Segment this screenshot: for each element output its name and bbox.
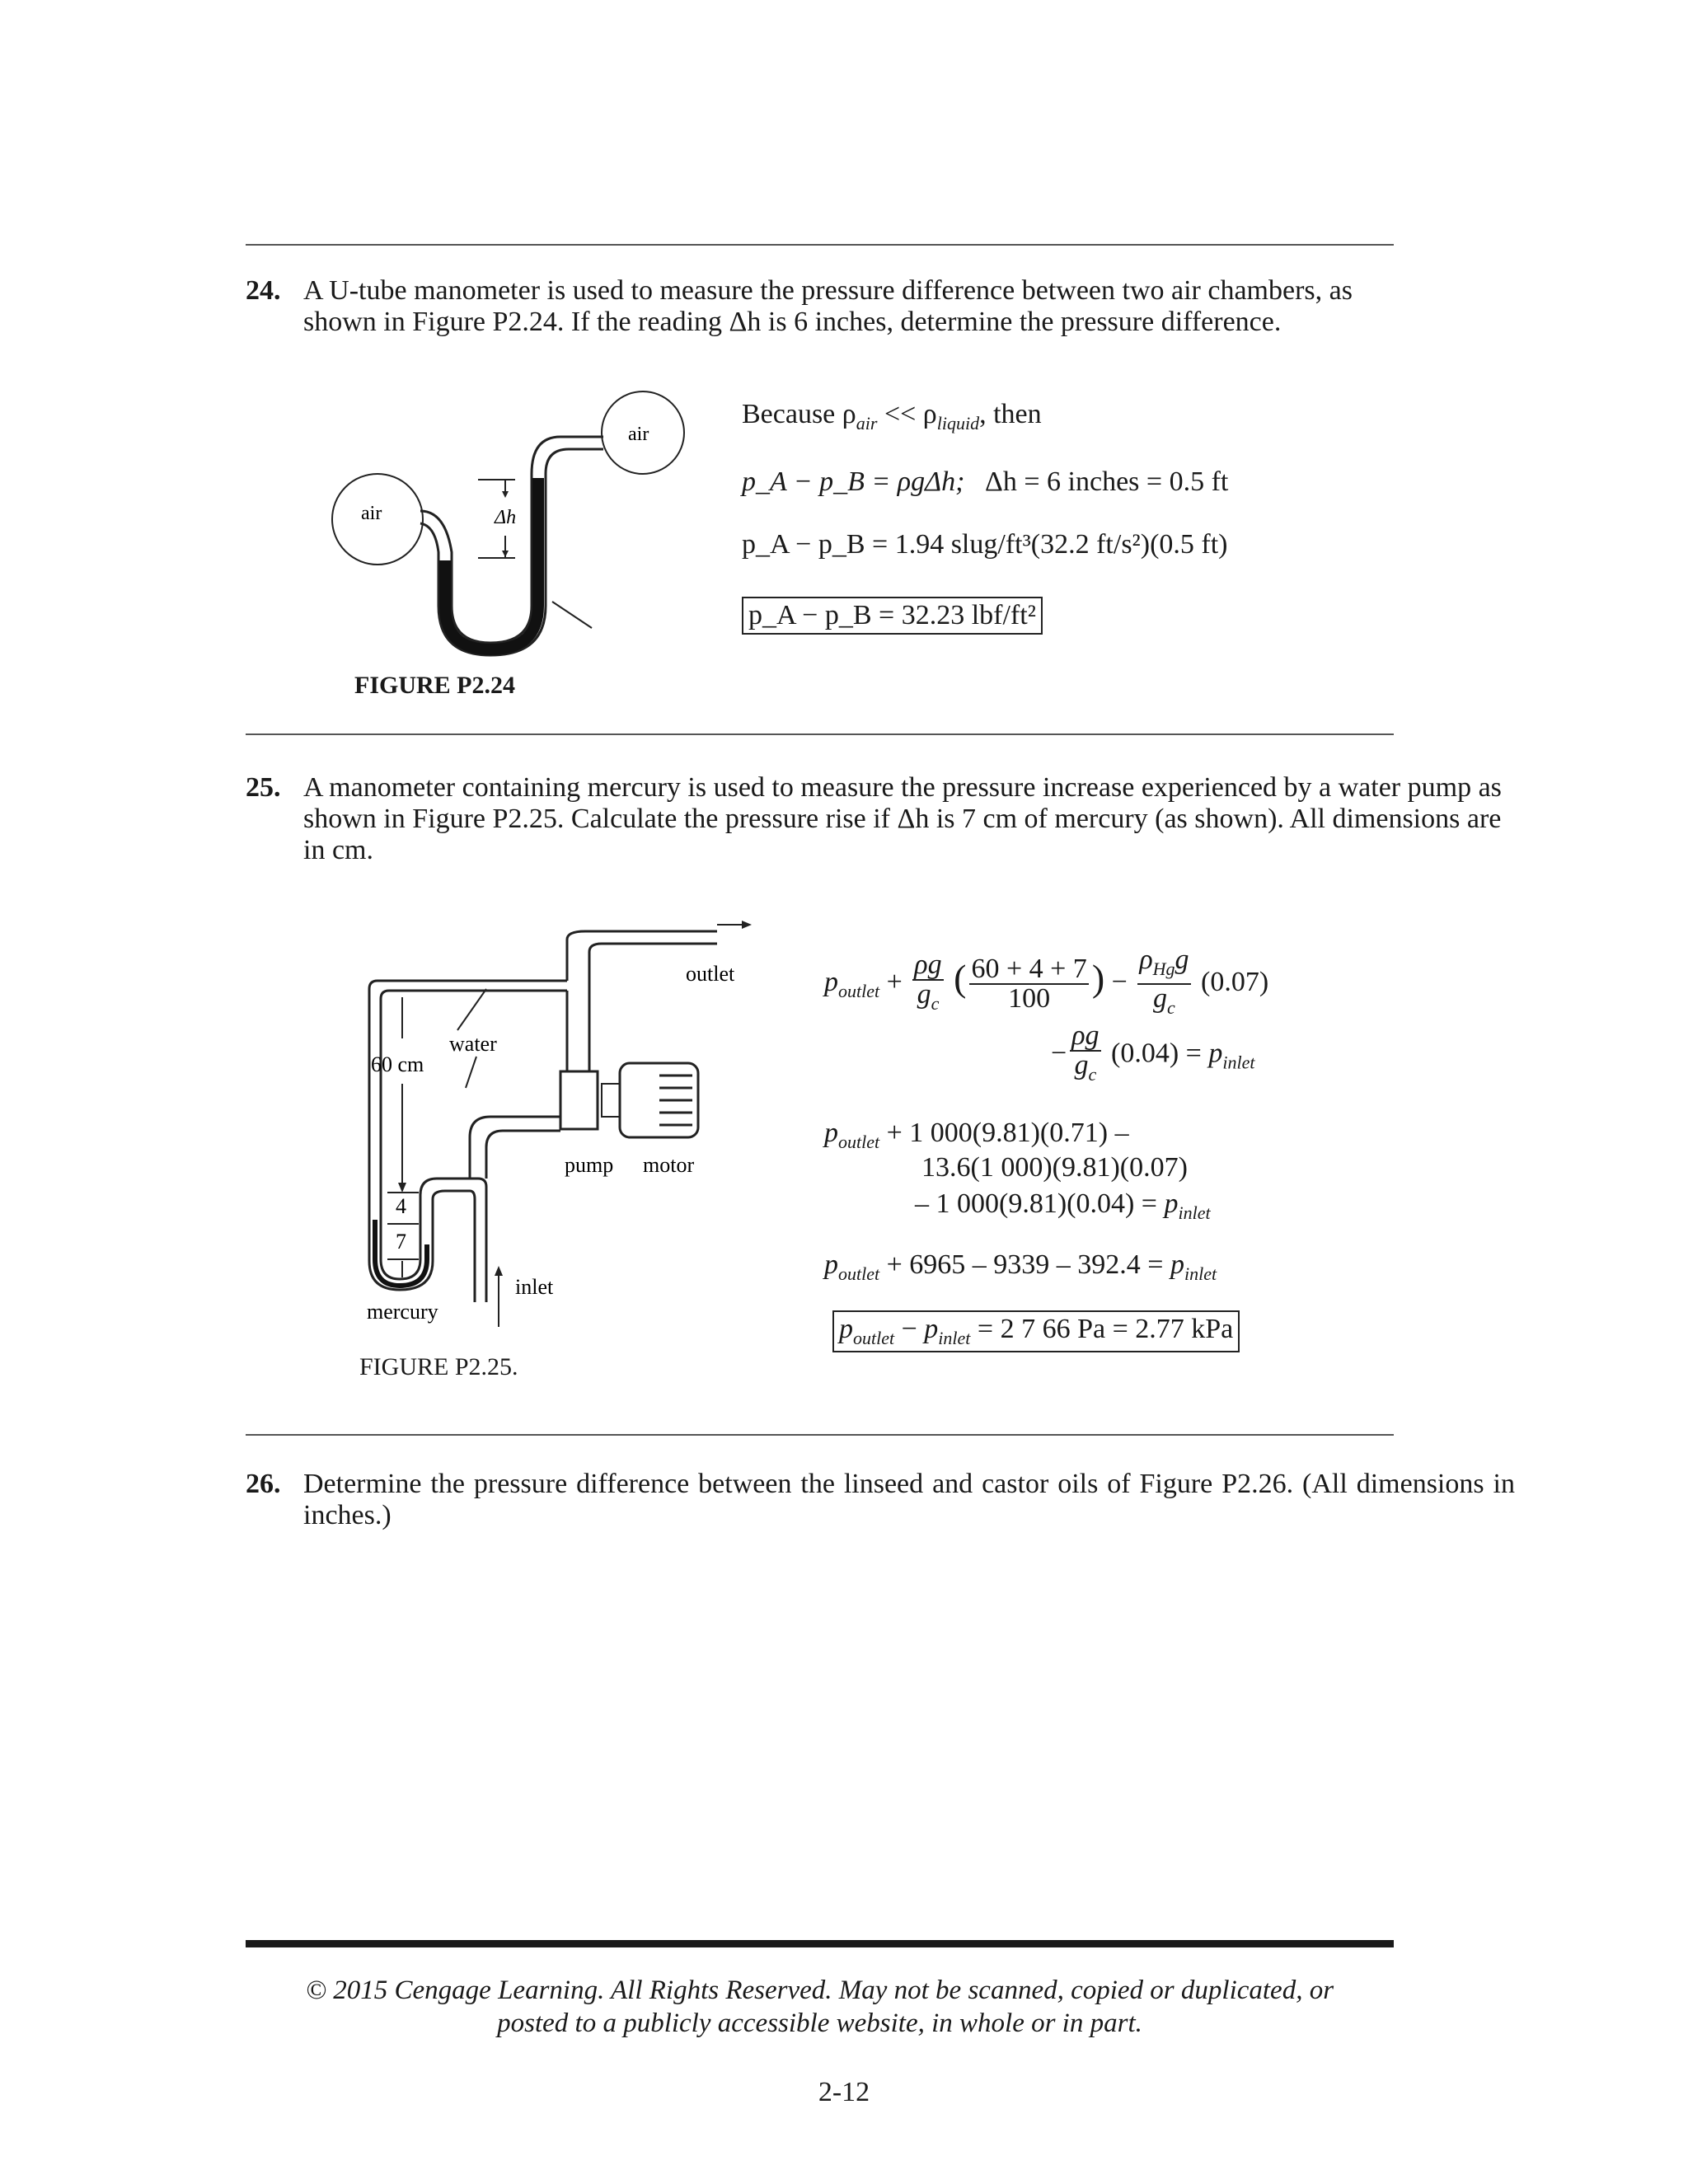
copyright-notice: © 2015 Cengage Learning. All Rights Reserved. May not be scanned, copied or duplicated, or posted to a publicly accessible website, in whole or in part. <box>305 1975 1334 2038</box>
solution-24-line1: Because $\rho_{air} << \rho_{liquid}$, then <box>742 399 1042 434</box>
solution-25-eq3a: $p_{outlet} + 1$ 000(9.81)(0.71) – <box>824 1118 1129 1152</box>
problem-number: 25. <box>246 772 281 803</box>
problem-text: Determine the pressure difference between the linseed and castor oils of Figure P2.26. (All dimensions in inches.) <box>303 1469 1515 1530</box>
solution-24-result: p_A − p_B = 32.23 lbf/ft² <box>742 597 1043 635</box>
mercury-label: mercury <box>367 1300 438 1324</box>
solution-24-line2-right: Δh = 6 inches = 0.5 ft <box>985 466 1229 497</box>
motor-label: motor <box>643 1153 695 1177</box>
solution-25-eq1: $p_{outlet}$ + $\frac{\rho g}{g_c}$ ( $\frac{60 + 4 + 7}{100}$ ) − $\frac{\rho_{Hg}g}{g_c}$ (0.07) <box>824 944 1269 1018</box>
figure-label-p2-24: FIGURE P2.24 <box>354 672 515 699</box>
solution-24-line3: p_A − p_B = 1.94 slug/ft³(32.2 ft/s²)(0.5 ft) <box>742 529 1228 560</box>
solution-25-eq2: − $\frac{\rho g}{g_c}$ $(0.04) = p_{inlet}$ <box>1051 1020 1255 1085</box>
dim-7-label: 7 <box>396 1230 406 1254</box>
air-right-label: air <box>628 424 649 445</box>
footer-divider <box>246 1940 1394 1947</box>
section-divider <box>246 733 1394 735</box>
solution-25-eq3c: – 1 $000(9.81)(0.04) = p_{inlet}$ <box>915 1188 1211 1223</box>
inlet-label: inlet <box>515 1275 554 1299</box>
problem-number: 24. <box>246 275 281 306</box>
page-number: 2-12 <box>818 2077 870 2107</box>
figure-p2-24 <box>330 387 709 659</box>
figure-label-p2-25: FIGURE P2.25. <box>359 1353 518 1380</box>
dim-60-label: 60 cm <box>371 1052 424 1076</box>
section-divider <box>246 1434 1394 1436</box>
solution-25-eq3b: 13.6(1 000)(9.81)(0.07) <box>921 1152 1188 1183</box>
air-left-label: air <box>361 503 382 524</box>
outlet-label: outlet <box>686 962 735 986</box>
problem-text: A manometer containing mercury is used to measure the pressure increase experienced by a water pump as shown in Figure P2.25. Calculate the pressure rise if Δh is 7 cm of mercury (as shown). All dimensions are in cm. <box>303 772 1502 865</box>
solution-25-result: $p_{outlet} - p_{inlet} = 2$ 7 66 Pa = 2.77 kPa <box>832 1310 1240 1352</box>
figure-p2-25 <box>354 915 783 1327</box>
section-divider <box>246 244 1394 246</box>
water-label: water <box>449 1032 497 1056</box>
solution-24-line2: p_A − p_B = ρgΔh; <box>742 466 965 497</box>
problem-number: 26. <box>246 1469 281 1499</box>
dh-label: Δh <box>495 507 517 528</box>
dim-4-label: 4 <box>396 1194 406 1218</box>
problem-text: A U-tube manometer is used to measure the pressure difference between two air chambers, as shown in Figure P2.24. If the reading Δh is 6 inches, determine the pressure difference. <box>303 275 1353 337</box>
pump-label: pump <box>565 1153 614 1177</box>
solution-25-eq4: $p_{outlet} + 6965 - 9339 - 392.4 = p_{inlet}$ <box>824 1249 1217 1284</box>
